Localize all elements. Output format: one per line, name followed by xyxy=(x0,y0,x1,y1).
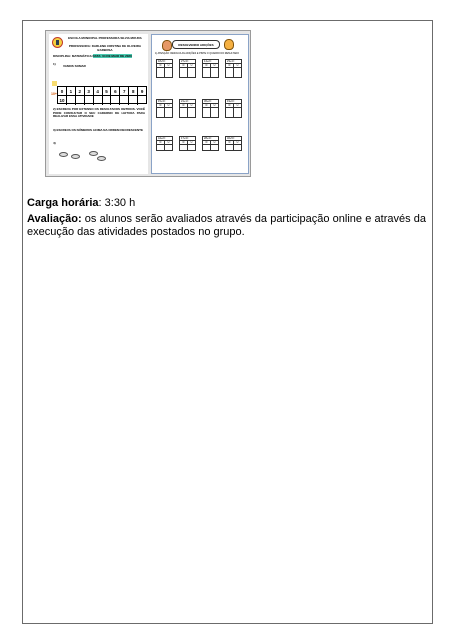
addition-expression: 15+3= xyxy=(157,100,172,104)
number-grid-cell xyxy=(129,96,138,105)
answer-area xyxy=(157,108,172,117)
units-label: U xyxy=(213,104,216,107)
number-grid-cell: 6 xyxy=(111,87,120,95)
addition-square xyxy=(225,59,242,78)
addition-expression: 17+3= xyxy=(180,137,195,141)
tens-label: D xyxy=(226,141,234,144)
number-grid-cell xyxy=(111,96,120,105)
plus-ten-label: 10+ xyxy=(51,92,57,96)
units-label: U xyxy=(236,64,239,67)
addition-square xyxy=(202,136,219,151)
shape-icon xyxy=(71,154,80,159)
number-grid-cell xyxy=(67,96,76,105)
number-grid-cell: 4 xyxy=(94,87,103,95)
addition-square xyxy=(225,136,242,151)
addition-expression: 28+4= xyxy=(203,137,218,141)
number-grid-cell: 0 xyxy=(58,87,67,95)
answer-area xyxy=(226,145,241,150)
tens-label: D xyxy=(226,64,234,67)
tens-label: D xyxy=(203,104,211,107)
tens-label: D xyxy=(226,104,234,107)
school-logo-icon xyxy=(52,37,63,48)
worksheet-banner: RESOLVENDO ADIÇÕES xyxy=(172,40,220,49)
q1-title: VAMOS SOMAR xyxy=(63,64,86,68)
tens-label: D xyxy=(203,141,211,144)
number-grid-cell: 2 xyxy=(76,87,85,95)
addition-expression: 32+5= xyxy=(226,137,241,141)
number-grid-bottom-row xyxy=(58,96,146,105)
units-label: U xyxy=(190,104,193,107)
avaliacao-label: Avaliação: xyxy=(27,213,82,225)
tens-label: D xyxy=(180,104,188,107)
addition-expression: 44+2= xyxy=(157,137,172,141)
units-label: U xyxy=(190,141,193,144)
answer-area xyxy=(180,108,195,117)
teacher-name: PROFESSORA: DARLENE CRISTINA DE OLIVEIRA BARBOSA xyxy=(68,44,142,52)
number-grid-cell: 1 xyxy=(67,87,76,95)
subject-line xyxy=(53,55,132,59)
shape-icon xyxy=(97,156,106,161)
answer-area xyxy=(180,145,195,150)
answer-area xyxy=(226,108,241,117)
answer-area xyxy=(226,68,241,77)
answer-area xyxy=(203,108,218,117)
addition-square xyxy=(156,59,173,78)
addition-square xyxy=(179,99,196,118)
date-label: DATA: 04 DE MAIO DE 2020 xyxy=(92,54,132,58)
number-grid-cell xyxy=(120,96,129,105)
avaliacao-text: os alunos serão avaliados através da participação online e através da execução das atividades postados no grupo. xyxy=(27,213,426,239)
number-grid-cell xyxy=(94,96,103,105)
right-instruction: 1) ATENÇÃO: RESOLVA AS ADIÇÕES E PINTE O QUADRO DO RESULTADO xyxy=(155,52,239,55)
addition-square xyxy=(202,59,219,78)
avaliacao-paragraph xyxy=(27,213,426,240)
addition-expression: 27+3= xyxy=(180,60,195,64)
q1-number: 1) xyxy=(53,62,56,66)
dog-icon xyxy=(162,40,172,51)
number-grid-top-row xyxy=(58,87,146,96)
subject-label: DISCIPLINA: MATEMÁTICA xyxy=(53,54,92,58)
shape-icon xyxy=(89,151,98,156)
answer-area xyxy=(203,68,218,77)
tens-label: D xyxy=(157,104,165,107)
tens-label: D xyxy=(157,64,165,67)
number-grid-cell xyxy=(103,96,112,105)
tens-label: D xyxy=(180,141,188,144)
q4-number: 4) xyxy=(53,141,56,145)
addition-expression: 23+4= xyxy=(226,60,241,64)
number-grid-cell: 8 xyxy=(129,87,138,95)
carga-horaria xyxy=(27,197,135,210)
units-label: U xyxy=(190,64,193,67)
answer-area xyxy=(157,68,172,77)
carga-value: : 3:30 h xyxy=(98,197,136,209)
units-label: U xyxy=(213,64,216,67)
worksheet-image xyxy=(45,30,251,177)
addition-expression: 18+5= xyxy=(157,60,172,64)
tens-label: D xyxy=(203,64,211,67)
units-label: U xyxy=(236,104,239,107)
addition-square xyxy=(156,99,173,118)
addition-square xyxy=(225,99,242,118)
number-grid-cell: 10 xyxy=(58,96,67,105)
number-grid-cell: 9 xyxy=(140,89,144,94)
tens-label: D xyxy=(180,64,188,67)
tens-label: D xyxy=(157,141,165,144)
number-grid-cell xyxy=(76,96,85,105)
units-label: U xyxy=(167,141,170,144)
answer-area xyxy=(157,145,172,150)
number-grid-cell: 5 xyxy=(103,87,112,95)
addition-expression: 36+2= xyxy=(203,100,218,104)
q2-text: 2) ESCREVA POR EXTENSO OS RESULTADOS OBTIDOS. VOCÊ PODE CONSULTAR O SEU CADERNO DE LEITURA PARA REALIZAR ESSA ATIVIDADE xyxy=(53,107,145,119)
number-grid-cell: 7 xyxy=(120,87,129,95)
addition-expression: 21+1= xyxy=(180,100,195,104)
addition-expression: 19+6= xyxy=(226,100,241,104)
addition-square xyxy=(202,99,219,118)
carga-label: Carga horária xyxy=(27,197,99,209)
number-grid xyxy=(57,86,147,104)
units-label: U xyxy=(236,141,239,144)
number-grid-cell: 3 xyxy=(85,87,94,95)
units-label: U xyxy=(167,104,170,107)
addition-square xyxy=(179,136,196,151)
shape-icon xyxy=(59,152,68,157)
answer-area xyxy=(203,145,218,150)
number-grid-cell xyxy=(85,96,94,105)
addition-square xyxy=(156,136,173,151)
q3-text: 3) ESCREVA OS NÚMEROS ACIMA NA ORDEM DECRESCENTE xyxy=(53,128,144,132)
units-label: U xyxy=(213,141,216,144)
addition-square xyxy=(179,59,196,78)
number-grid-cell xyxy=(138,96,146,105)
addition-expression: 14+2= xyxy=(203,60,218,64)
dog-icon xyxy=(224,39,234,50)
answer-area xyxy=(180,68,195,77)
school-name: ESCOLA MUNICIPAL PROFESSORA SILVIA MOURA xyxy=(68,36,142,40)
worksheet-right-page xyxy=(151,34,249,174)
worksheet-left-page xyxy=(49,34,148,174)
units-label: U xyxy=(167,64,170,67)
